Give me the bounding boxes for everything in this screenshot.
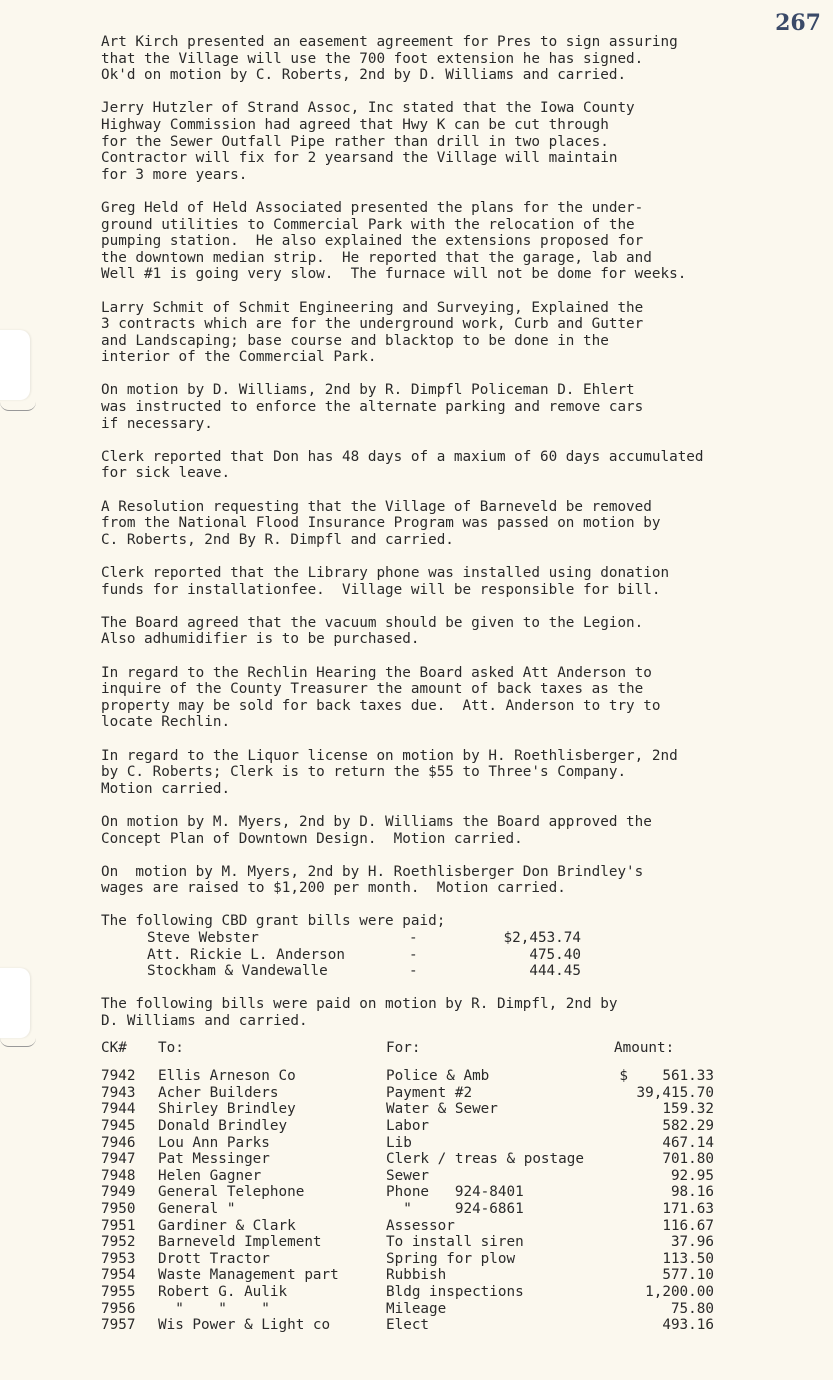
bill-to: General " — [158, 1200, 236, 1217]
bill-ck: 7948 — [101, 1167, 136, 1184]
bill-for: To install siren — [386, 1234, 524, 1251]
bill-ck: 7949 — [101, 1184, 136, 1201]
bill-ck: 7957 — [101, 1317, 136, 1334]
bill-row — [101, 1168, 806, 1185]
paragraph-sick-leave: Clerk reported that Don has 48 days of a maxium of 60 days accumulated for sick leave. — [101, 448, 704, 482]
bill-amount: $ 561.33 — [619, 1068, 714, 1085]
bill-ck: 7953 — [101, 1250, 136, 1267]
bill-row — [101, 1301, 806, 1318]
bill-for: Lib — [386, 1134, 412, 1151]
paragraph-vacuum: The Board agreed that the vacuum should be given to the Legion. Also adhumidifier is to be purchased. — [101, 614, 644, 648]
cbd-dash: - — [409, 946, 418, 963]
bill-row — [101, 1284, 806, 1301]
cbd-payee: Att. Rickie L. Anderson — [147, 946, 345, 963]
bill-to: Donald Brindley — [158, 1118, 288, 1134]
bill-amount: 701.80 — [662, 1151, 714, 1168]
bill-to: Shirley Brindley — [158, 1101, 296, 1118]
bill-to: Helen Gagner — [158, 1167, 262, 1184]
bill-for: Sewer — [386, 1167, 430, 1184]
header-for: For: — [386, 1039, 421, 1056]
binder-hole-bottom-shadow — [0, 1038, 36, 1047]
bill-for: Rubbish — [386, 1267, 447, 1284]
bill-for: Assessor — [386, 1217, 455, 1234]
bill-to: Waste Management part — [158, 1267, 339, 1284]
bill-to: General Telephone — [158, 1184, 305, 1201]
bill-row — [101, 1118, 806, 1135]
binder-hole-bottom — [0, 968, 30, 1038]
paragraph-strand-assoc: Jerry Hutzler of Strand Assoc, Inc stated that the Iowa County Highway Commission had agreed that Hwy K can be cut through for the Sewer Outfall Pipe rather than drill in two places. Contractor will fix for 2 yearsand the Village will maintain for 3 more years. — [101, 100, 635, 183]
bill-amount: 1,200.00 — [645, 1283, 714, 1300]
paragraph-wages: On motion by M. Myers, 2nd by H. Roethlisberger Don Brindley's wages are raised to $1,200 per month. Motion carried. — [101, 863, 644, 897]
bill-to: Acher Builders — [158, 1084, 279, 1101]
bill-row — [101, 1151, 806, 1168]
bill-row — [101, 1068, 806, 1085]
bill-ck: 7955 — [101, 1283, 136, 1300]
bill-to: Robert G. Aulik — [158, 1283, 288, 1300]
bills-table — [101, 1068, 806, 1334]
bill-row — [101, 1218, 806, 1235]
binder-hole-top — [0, 330, 30, 400]
bill-row — [101, 1317, 806, 1334]
bill-to: Pat Messinger — [158, 1151, 270, 1168]
bill-row — [101, 1251, 806, 1268]
bill-to: Wis Power & Light co — [158, 1317, 331, 1334]
bill-amount: 75.80 — [670, 1300, 714, 1317]
paragraph-concept-plan: On motion by M. Myers, 2nd by D. Williams the Board approved the Concept Plan of Downtown Design. Motion carried. — [101, 813, 652, 847]
bill-for: Payment #2 — [386, 1084, 473, 1101]
bill-for: " 924-6861 — [386, 1200, 524, 1217]
bill-amount: 577.10 — [662, 1267, 714, 1284]
bill-amount: 92.95 — [670, 1167, 714, 1184]
bill-for: Clerk / treas & postage — [386, 1151, 584, 1168]
paragraph-library-phone: Clerk reported that the Library phone was installed using donation funds for installationfee. Village will be responsible for bill. — [101, 565, 670, 598]
bill-for: Police & Amb — [386, 1068, 490, 1085]
paragraph-parking: On motion by D. Williams, 2nd by R. Dimpfl Policeman D. Ehlert was instructed to enforce the alternate parking and remove cars if necessary. — [101, 382, 644, 432]
bill-ck: 7954 — [101, 1267, 136, 1284]
bill-amount: 39,415.70 — [636, 1084, 714, 1101]
bill-ck: 7943 — [101, 1084, 136, 1101]
header-ck: CK# — [101, 1039, 127, 1056]
paragraph-held-associated: Greg Held of Held Associated presented the plans for the under- ground utilities to Commercial Park with the relocation of the pumping station. He also explained the extensions proposed for the downtown median strip. He reported that the garage, lab and Well #1 is going very slow. The furnace will not be dome for weeks. — [101, 199, 687, 283]
bill-amount: 171.63 — [662, 1200, 714, 1217]
cbd-row — [147, 947, 806, 964]
cbd-amount: 475.40 — [529, 946, 581, 963]
bills-header-row — [101, 1040, 806, 1057]
bill-ck: 7944 — [101, 1101, 136, 1118]
bill-for: Mileage — [386, 1300, 447, 1317]
bill-to: " " " — [158, 1300, 270, 1317]
cbd-row — [147, 930, 806, 947]
bill-ck: 7945 — [101, 1118, 136, 1134]
paragraph-flood-insurance: A Resolution requesting that the Village of Barneveld be removed from the National Flood Insurance Program was passed on motion by C. Roberts, 2nd By R. Dimpfl and carried. — [101, 498, 661, 548]
page-number: 267 — [775, 10, 821, 36]
paragraph-liquor-license: In regard to the Liquor license on motion by H. Roethlisberger, 2nd by C. Roberts; Clerk is to return the $55 to Three's Company. Motion carried. — [101, 747, 678, 797]
cbd-dash: - — [409, 930, 418, 947]
bill-row — [101, 1201, 806, 1218]
cbd-dash: - — [409, 963, 418, 980]
cbd-amount: 444.45 — [529, 963, 581, 980]
bill-ck: 7956 — [101, 1300, 136, 1317]
bill-amount: 116.67 — [662, 1217, 714, 1234]
paragraph-schmit-engineering: Larry Schmit of Schmit Engineering and Surveying, Explained the 3 contracts which are for the underground work, Curb and Gutter and Landscaping; base course and blacktop to be done in the interior of the Commercial Park. — [101, 299, 644, 366]
bill-for: Bldg inspections — [386, 1283, 524, 1300]
bill-to: Gardiner & Clark — [158, 1217, 296, 1234]
bill-for: Water & Sewer — [386, 1101, 498, 1118]
header-amount: Amount: — [614, 1039, 675, 1056]
cbd-amount: $2,453.74 — [503, 930, 581, 947]
cbd-row — [147, 963, 806, 980]
bill-ck: 7942 — [101, 1068, 136, 1085]
bill-for: Spring for plow — [386, 1250, 516, 1267]
bill-to: Lou Ann Parks — [158, 1134, 270, 1151]
bill-amount: 493.16 — [662, 1317, 714, 1334]
bills-intro: The following bills were paid on motion by R. Dimpfl, 2nd by D. Williams and carried. — [101, 996, 618, 1030]
bill-ck: 7946 — [101, 1134, 136, 1151]
bill-ck: 7952 — [101, 1234, 136, 1251]
bill-amount: 37.96 — [670, 1234, 714, 1251]
bill-row — [101, 1135, 806, 1152]
bill-ck: 7950 — [101, 1200, 136, 1217]
bill-row — [101, 1234, 806, 1251]
bill-to: Ellis Arneson Co — [158, 1068, 296, 1085]
header-to: To: — [158, 1039, 184, 1056]
bill-amount: 582.29 — [662, 1118, 714, 1134]
bill-for: Labor — [386, 1118, 430, 1134]
cbd-payee: Steve Webster — [147, 930, 259, 947]
paragraph-rechlin-hearing: In regard to the Rechlin Hearing the Board asked Att Anderson to inquire of the County Treasurer the amount of back taxes as the property may be sold for back taxes due. Att. Anderson to try to locate Rechlin. — [101, 664, 661, 731]
paragraph-easement: Art Kirch presented an easement agreement for Pres to sign assuring that the Village will use the 700 foot extension he has signed. Ok'd on motion by C. Roberts, 2nd by D. Williams and carried. — [101, 34, 678, 84]
bill-for: Phone 924-8401 — [386, 1184, 524, 1201]
bill-row — [101, 1085, 806, 1102]
cbd-intro: The following CBD grant bills were paid; — [101, 913, 446, 930]
bill-for: Elect — [386, 1317, 430, 1334]
binder-hole-top-shadow — [0, 402, 36, 411]
bill-amount: 467.14 — [662, 1134, 714, 1151]
minutes-body — [101, 34, 806, 1334]
bill-amount: 113.50 — [662, 1250, 714, 1267]
bill-ck: 7947 — [101, 1151, 136, 1168]
bill-ck: 7951 — [101, 1217, 136, 1234]
bill-row — [101, 1267, 806, 1284]
bill-to: Barneveld Implement — [158, 1234, 322, 1251]
bill-amount: 98.16 — [670, 1184, 714, 1201]
bill-row — [101, 1184, 806, 1201]
bill-row — [101, 1101, 806, 1118]
bill-to: Drott Tractor — [158, 1250, 270, 1267]
bill-amount: 159.32 — [662, 1101, 714, 1118]
cbd-bills-list — [147, 930, 806, 980]
cbd-payee: Stockham & Vandewalle — [147, 963, 328, 980]
